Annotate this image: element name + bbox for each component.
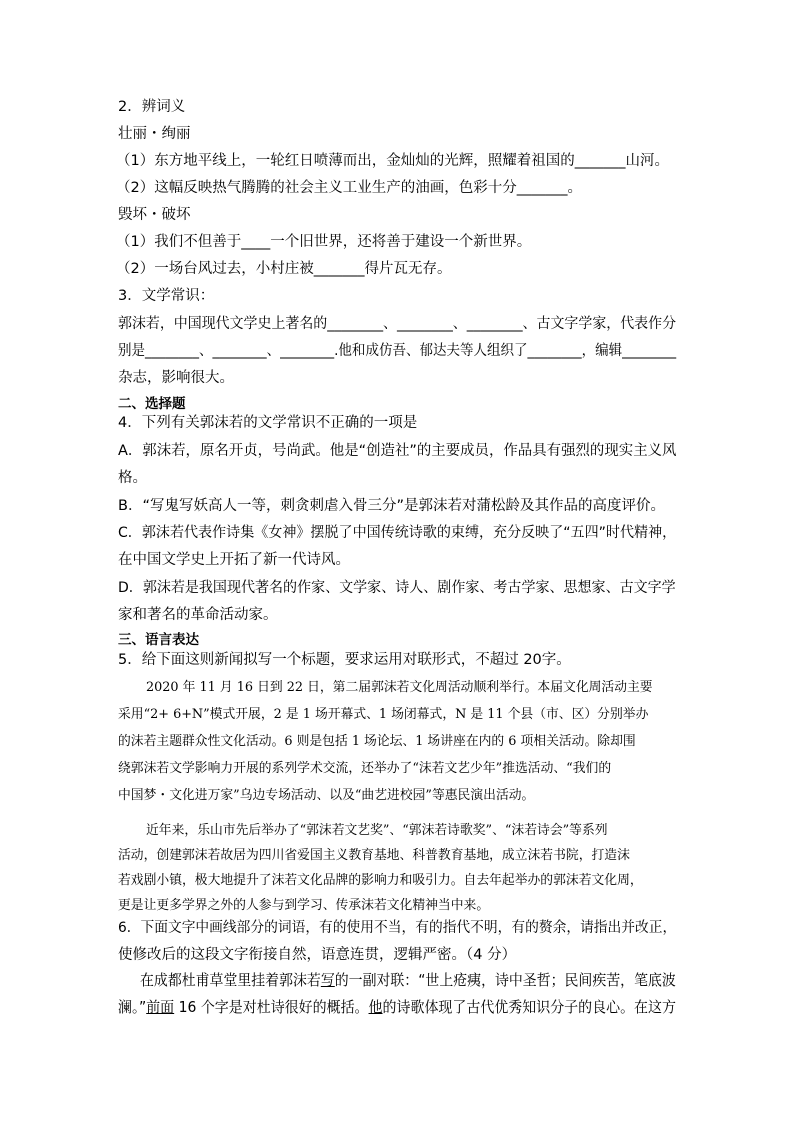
section3-title: 三、语言表达 bbox=[118, 632, 199, 648]
q3-line3: 杂志，影响很大。 bbox=[118, 370, 234, 386]
news-p1-line: 2020 年 11 月 16 日到 22 日，第二届郭沫若文化周活动顺利举行。本届文化周活动主要 bbox=[146, 680, 653, 695]
q2-heading: 2．辨词义 bbox=[118, 99, 186, 115]
q4-option-d-line1: D．郭沫若是我国现代著名的作家、文学家、诗人、剧作家、考古学家、思想家、古文字学 bbox=[118, 580, 676, 596]
q2-item3: （1）我们不但善于____一个旧世界，还将善于建设一个新世界。 bbox=[116, 234, 532, 250]
news-p1-line: 绕郭沫若文学影响力开展的系列学术交流，还举办了“沫若文艺少年”推选活动、“我们的 bbox=[118, 761, 612, 776]
news-p2-line: 更是让更多学界之外的人参与到学习、传承沫若文化精神当中来。 bbox=[118, 898, 490, 913]
q4-option-c-line2: 在中国文学史上开拓了新一代诗风。 bbox=[118, 552, 350, 568]
underlined-word: 写 bbox=[320, 971, 335, 989]
news-p1-line: 中国梦・文化进万家”乌边专场活动、以及“曲艺进校园”等惠民演出活动。 bbox=[118, 788, 535, 803]
q3-line1: 郭沫若，中国现代文学史上著名的________、________、________、古文字学家，代表作分 bbox=[118, 316, 677, 332]
news-p1-line: 采用“2+ 6+N”模式开展，2 是 1 场开幕式、1 场闭幕式，N 是 11 个县（市、区）分别举办 bbox=[118, 707, 649, 722]
q2-item1: （1）东方地平线上，一轮红日喷薄而出，金灿灿的光辉，照耀着祖国的_______山河。 bbox=[116, 153, 669, 169]
q2-group1-title: 壮丽・绚丽 bbox=[118, 126, 191, 142]
q2-group2-title: 毁坏・破坏 bbox=[118, 207, 191, 223]
q6-passage-line2: 澜。”前面 16 个字是对杜诗很好的概括。他的诗歌体现了古代优秀知识分子的良心。在这方 bbox=[118, 998, 676, 1016]
news-p1-line: 的沫若主题群众性文化活动。6 则是包括 1 场论坛、1 场讲座在内的 6 项相关活动。除却围 bbox=[118, 734, 636, 749]
q4-option-a-line2: 格。 bbox=[118, 470, 147, 486]
q4-option-a-line1: A．郭沫若，原名开贞，号尚武。他是“创造社”的主要成员，作品具有强烈的现实主义风 bbox=[118, 443, 677, 459]
q2-item4: （2）一场台风过去，小村庄被_______得片瓦无存。 bbox=[116, 261, 452, 277]
q6-stem-line1: 6．下面文字中画线部分的词语，有的使用不当，有的指代不明，有的赘余，请指出并改正， bbox=[118, 920, 677, 936]
q3-line2: 别是________、________、________.他和成仿吾、郁达夫等人组织了________，编辑________ bbox=[118, 343, 677, 359]
q4-stem: 4．下列有关郭沫若的文学常识不正确的一项是 bbox=[118, 415, 418, 431]
q6-passage-line1: 在成都杜甫草堂里挂着郭沫若写的一副对联：“世上疮痍，诗中圣哲；民间疾苦，笔底波 bbox=[140, 971, 676, 989]
q4-option-b: B．“写鬼写妖高人一等，刺贪刺虐入骨三分”是郭沫若对蒲松龄及其作品的高度评价。 bbox=[118, 498, 665, 514]
q5-stem: 5．给下面这则新闻拟写一个标题，要求运用对联形式，不超过 20字。 bbox=[118, 652, 571, 668]
q6-stem-line2: 使修改后的这段文字衔接自然，语意连贯，逻辑严密。（4 分） bbox=[118, 947, 517, 963]
news-p2-line: 活动，创建郭沫若故居为四川省爱国主义教育基地、科普教育基地，成立沫若书院，打造沫 bbox=[118, 848, 630, 863]
underlined-word: 他 bbox=[368, 998, 383, 1016]
news-p2-line: 若戏剧小镇，极大地提升了沫若文化品牌的影响力和吸引力。自去年起举办的郭沫若文化周， bbox=[118, 873, 643, 888]
underlined-word: 前面 bbox=[146, 998, 175, 1016]
news-p2-line: 近年来，乐山市先后举办了“郭沫若文艺奖”、“郭沫若诗歌奖”、“沫若诗会”等系列 bbox=[146, 823, 608, 838]
q4-option-c-line1: C．郭沫若代表作诗集《女神》摆脱了中国传统诗歌的束缚，充分反映了“五四”时代精神， bbox=[118, 525, 677, 541]
q3-heading: 3．文学常识： bbox=[118, 288, 215, 304]
q2-item2: （2）这幅反映热气腾腾的社会主义工业生产的油画，色彩十分_______。 bbox=[116, 180, 582, 196]
q4-option-d-line2: 家和著名的革命活动家。 bbox=[118, 607, 278, 623]
section2-title: 二、选择题 bbox=[118, 396, 186, 412]
